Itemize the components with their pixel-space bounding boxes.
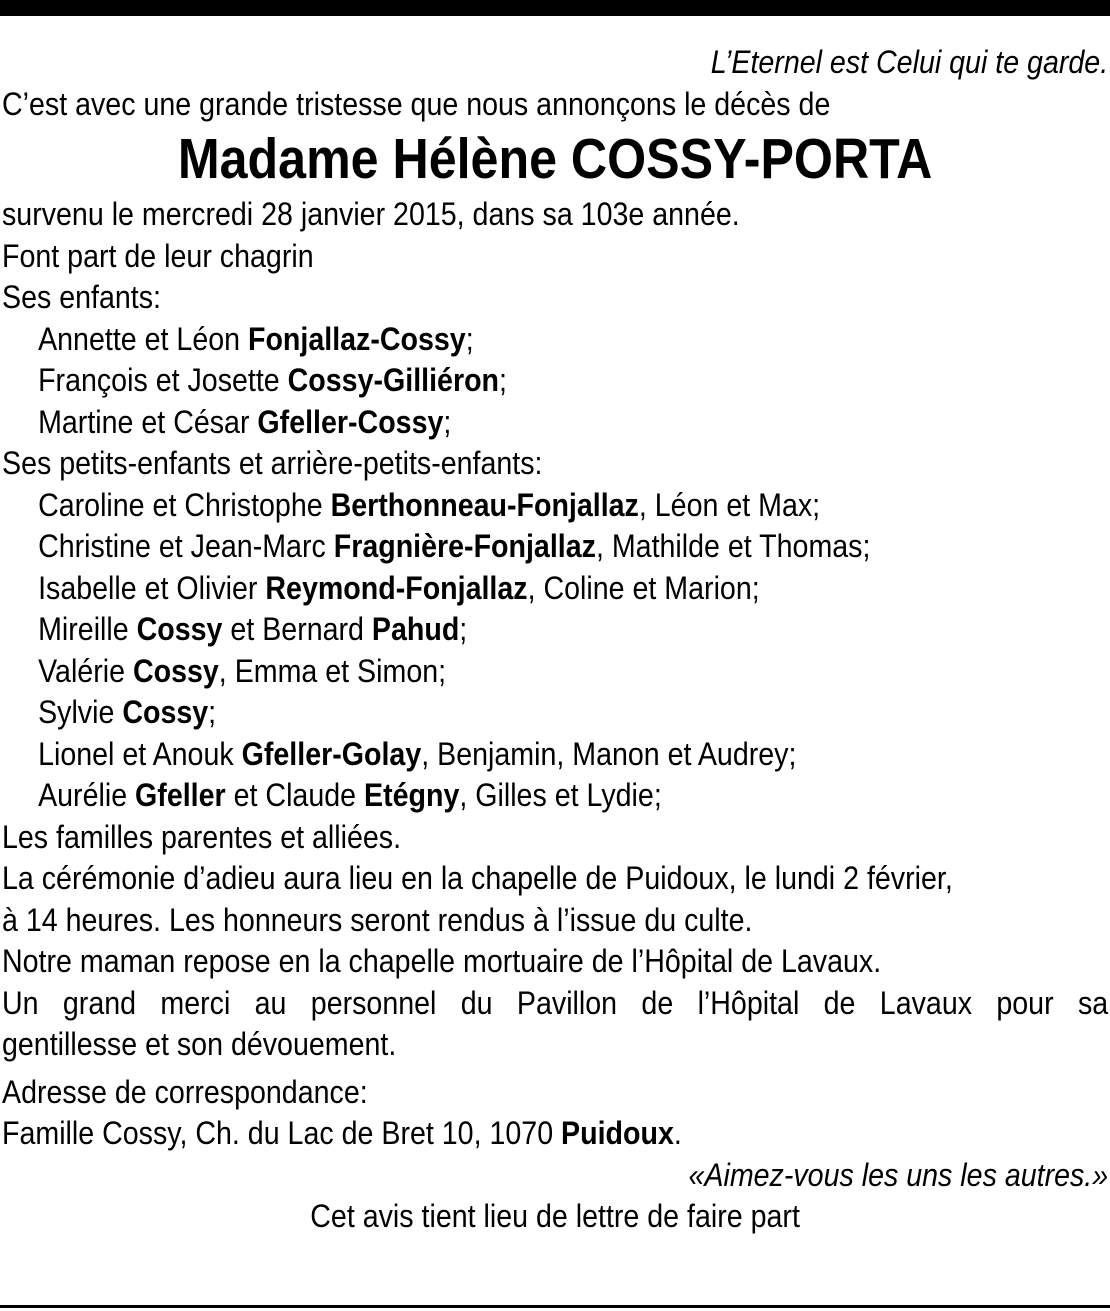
grandchildren-heading: Ses petits-enfants et arrière-petits-enfants: [2,445,543,481]
thanks-line-2: gentillesse et son dévouement. [2,1026,397,1062]
children-heading: Ses enfants: [2,279,161,315]
grief-line: Font part de leur chagrin [2,237,314,274]
address-heading: Adresse de correspondance: [2,1073,368,1110]
death-date: survenu le mercredi 28 janvier 2015, dans sa 103e année. [2,196,740,232]
epigraph: L’Eternel est Celui qui te garde. [710,44,1109,80]
children-list [2,319,1108,444]
families-line: Les familles parentes et alliées. [2,818,402,855]
obituary-notice [2,42,1109,1238]
address-line: Famille Cossy, Ch. du Lac de Bret 10, 1070 Puidoux. [2,1115,682,1151]
deceased-name: Madame Hélène COSSY-PORTA [177,127,933,191]
list-item: Lionel et Anouk Gfeller-Golay, Benjamin, Manon et Audrey; [38,735,797,772]
list-item: Mireille Cossy et Bernard Pahud; [38,611,468,647]
intro-text: C’est avec une grande tristesse que nous annonçons le décès de [2,85,831,122]
list-item: Sylvie Cossy; [38,694,217,730]
bottom-border [0,1305,1110,1308]
list-item: François et Josette Cossy-Gilliéron; [38,362,507,398]
footer-note: Cet avis tient lieu de lettre de faire part [310,1198,800,1234]
list-item: Martine et César Gfeller-Cossy; [38,403,452,440]
thanks-line-1: Un grand merci au personnel du Pavillon de l’Hôpital de Lavaux pour sa [2,984,1109,1021]
grandchildren-list [2,485,1108,817]
closing-quote: «Aimez-vous les uns les autres.» [688,1156,1109,1193]
list-item: Valérie Cossy, Emma et Simon; [38,652,447,689]
list-item: Isabelle et Olivier Reymond-Fonjallaz, Coline et Marion; [38,569,760,606]
repose-line: Notre maman repose en la chapelle mortuaire de l’Hôpital de Lavaux. [2,943,882,979]
top-border [0,0,1110,16]
ceremony-line-1: La cérémonie d’adieu aura lieu en la chapelle de Puidoux, le lundi 2 février, [2,860,953,896]
list-item: Annette et Léon Fonjallaz-Cossy; [38,320,474,357]
list-item: Christine et Jean-Marc Fragnière-Fonjallaz, Mathilde et Thomas; [38,528,871,564]
list-item: Aurélie Gfeller et Claude Etégny, Gilles et Lydie; [38,777,662,813]
ceremony-line-2: à 14 heures. Les honneurs seront rendus à l’issue du culte. [2,901,753,938]
list-item: Caroline et Christophe Berthonneau-Fonjallaz, Léon et Max; [38,486,821,523]
